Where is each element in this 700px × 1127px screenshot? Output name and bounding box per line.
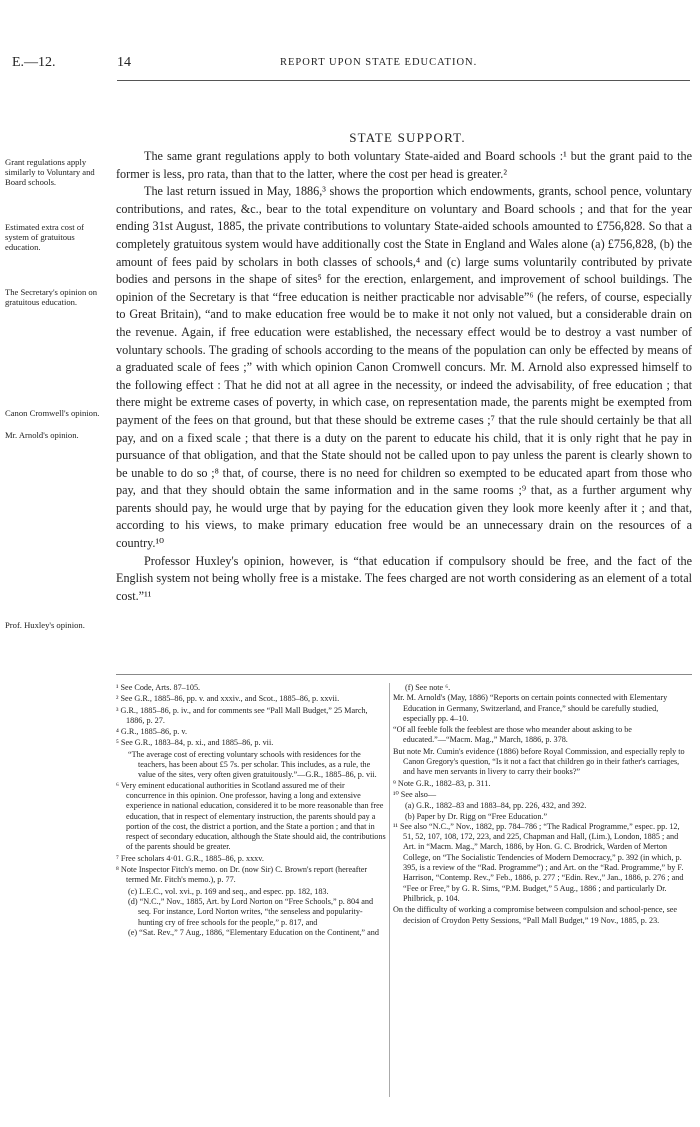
margin-note-mr-arnold: Mr. Arnold's opinion. <box>5 430 79 440</box>
footnote-rule <box>116 674 692 675</box>
footnote-5: ⁵ See G.R., 1883–84, p. xi., and 1885–86, p. vii. <box>116 738 274 748</box>
margin-note-grant-regulations: Grant regulations apply similarly to Voluntary and Board schools. <box>5 157 95 188</box>
running-title: REPORT UPON STATE EDUCATION. <box>280 57 478 68</box>
footnote-8-e: (e) “Sat. Rev.,” 7 Aug., 1886, “Elementary Education on the Continent,” and <box>128 927 379 937</box>
page-number: 14 <box>117 55 131 70</box>
section-title: STATE SUPPORT. <box>349 130 466 145</box>
footnote-9: ⁹ Note G.R., 1882–83, p. 311. <box>393 778 491 788</box>
document-code: E.—12. <box>12 55 56 70</box>
header-rule <box>117 80 690 81</box>
footnote-11-compromise: On the difficulty of working a compromise between compulsion and school-pence, see decision of Croydon Petty Sessions, “Pall Mall Budget,” 19 Nov., 1885, p. 23. <box>393 905 678 925</box>
footnote-8-c: (c) L.E.C., vol. xvi., p. 169 and seq., and espec. pp. 182, 183. <box>128 886 329 896</box>
paragraph-grant-regulations: The same grant regulations apply to both voluntary State-aided and Board schools :¹ but the grant paid to the former is less, pro rata, than that to the latter, where the cost per head is greater.² <box>116 149 692 181</box>
footnote-5-quote: “The average cost of erecting voluntary schools with residences for the teachers, has been about £5 7s. per scholar. This includes, as a rule, the value of the sites, very often given gratuitously.”—G.R., 1885–86, p. vii. <box>128 749 377 780</box>
footnote-8: ⁸ Note Inspector Fitch's memo. on Dr. (now Sir) C. Brown's report (hereafter termed Mr. Fitch's memo.), p. 77. <box>116 865 368 885</box>
paragraph-last-return: The last return issued in May, 1886,³ shows the proportion which endowments, grants, school pence, voluntary contributions, and rates, &c., bear to the total expenditure on voluntary and Board schools ; and that for the year ending 31st August, 1885, the private contributions to voluntary State-aided schools amounted to £756,828. So that a completely gratuitous system would have additionally cost the State in England and Wales alone (a) £756,828, (b) the amount of fees paid by scholars in both classes of schools,⁴ and (c) large sums voluntarily contributed by private bodies and persons in the shape of sites⁵ for the erection, enlargement, and improvement of school buildings. The opinion of the Secretary is that “free education is neither practicable nor advisable”⁶ (he refers, of course, especially to Great Britain), “and to make education free would be to make it not only not valued, but a considerable drain on the revenue. Again, if free education were established, the necessary effect would be to destroy a vast number of voluntary schools. The grading of schools according to the means of the population can only be effected by means of a graduated scale of fees ;” with which opinion Canon Cromwell concurs. Mr. M. Arnold also expressed himself to the following effect : That he did not at all agree in the necessity, or indeed the advisability, of free education ; that there might be extreme cases of poverty, in which case, on representation made, the parents might be exempted from payment of the fees on that ground, but that these should be extreme cases ;⁷ that the rule should certainly be that all pay, and on a fixed scale ; that there is a duty on the parent to educate his child, that it is only right that he pay in pursuance of that obligation, and that the State should not be called upon to pay unless the parent is clearly shown to be unable to do so ;⁸ that, of course, there is no need for children so exempted to be educated apart from those who pay, and that they should obtain the same information and in the same rooms ;⁹ that, as a further argument why parents should pay, he would urge that by paying for the education given they look more keenly after it ; and that, according to his views, to make primary education free would be an unnecessary drain on the resources of a country.¹⁰ <box>116 184 692 551</box>
footnote-1: ¹ See Code, Arts. 87–105. <box>116 683 201 692</box>
margin-note-prof-huxley: Prof. Huxley's opinion. <box>5 620 85 630</box>
margin-note-secretary-opinion: The Secretary's opinion on gratuitous education. <box>5 287 97 308</box>
body-text <box>116 148 692 605</box>
footnote-2: ² See G.R., 1885–86, pp. v. and xxxiv., and Scot., 1885–86, p. xxvii. <box>116 694 340 704</box>
footnote-8-arnold-reports: Mr. M. Arnold's (May, 1886) “Reports on certain points connected with Elementary Education in Germany, Switzerland, and France,” should be carefully studied, especially pp. 4–10. <box>393 693 668 723</box>
footnote-column-divider <box>389 683 390 1097</box>
footnote-8-cumin-evidence: But note Mr. Cumin's evidence (1886) before Royal Commission, and especially reply to Canon Gregory's question, “Is it not a fact that children go in their father's carriages, and have men servants in livery to carry their books?” <box>393 746 685 777</box>
paragraph-huxley: Professor Huxley's opinion, however, is “that education if compulsory should be free, and the fact of the English system not being wholly free is a mistake. The fees charged are not worth considering as an element of a total cost.”¹¹ <box>116 553 692 603</box>
footnote-6: ⁶ Very eminent educational authorities in Scotland assured me of their concurrence in this opinion. One professor, having a long and extensive experience in national education, considered it to be more reasonable than free education, that in respect of elementary instruction, the parents should pay a portion of the cost, the district a portion, and the State a portion ; and that in respect of secondary education, although the State should aid, the contributions of the parents should be greater. <box>116 780 386 852</box>
footnote-8-f: (f) See note ⁶. <box>405 683 451 692</box>
margin-note-canon-cromwell: Canon Cromwell's opinion. <box>5 408 100 418</box>
footnote-4: ⁴ G.R., 1885–86, p. v. <box>116 727 188 737</box>
footnote-10-b: (b) Paper by Dr. Rigg on “Free Education.” <box>405 811 548 821</box>
footnote-7: ⁷ Free scholars 4·01. G.R., 1885–86, p. xxxv. <box>116 853 264 863</box>
footnote-10: ¹⁰ See also— <box>393 789 437 799</box>
footnote-3: ³ G.R., 1885–86, p. iv., and for comments see “Pall Mall Budget,” 25 March, 1886, p. 27. <box>116 705 368 725</box>
footnotes-right-column <box>393 683 691 927</box>
footnote-8-macm-quote: “Of all feeble folk the feeblest are those who meander about asking to be educated.”—“Macm. Mag.,” March, 1886, p. 378. <box>393 725 632 745</box>
footnote-10-a: (a) G.R., 1882–83 and 1883–84, pp. 226, 432, and 392. <box>405 801 587 811</box>
footnote-8-d: (d) “N.C.,” Nov., 1885, Art. by Lord Norton on “Free Schools,” p. 804 and seq. For instance, Lord Norton writes, “the senseless and popularity-hunting cry of free schools for the people,” p. 817, and <box>128 896 374 927</box>
footnotes-left-column <box>116 683 386 938</box>
footnote-11: ¹¹ See also “N.C.,” Nov., 1882, pp. 784–786 ; “The Radical Programme,” espec. pp. 12, 51, 52, 107, 108, 172, 223, and 225, Chapman and Hall, (Lim.), London, 1885 ; and Art. in “Macm. Mag.,” March, 1886, by Hon. G. C. Brodrick, Warden of Merton College, on “The Socialistic Tendencies of Modern Democracy,” p. 392 (in which, p. 395, is a review of the “Rad. Programme”) ; and Art. on the “Rad. Programme,” by F. Harrison, “Contemp. Rev.,” Feb., 1886, p. 277 ; “Edin. Rev.,” Jan., 1886, p. 276 ; and “Fee or Free,” by G. R. Sims, “P.M. Budget,” 5 Aug., 1886 ; and particularly Dr. Philbrick, p. 104. <box>393 821 684 903</box>
margin-note-estimated-cost: Estimated extra cost of system of gratuitous education. <box>5 222 84 253</box>
